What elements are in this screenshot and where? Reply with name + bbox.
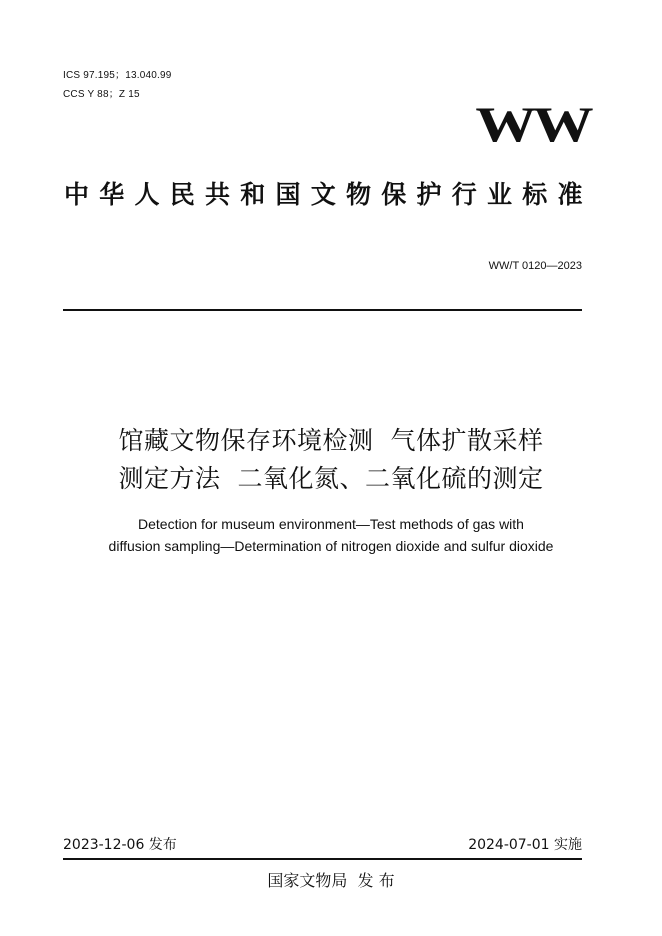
title-cn-line-1: 馆藏文物保存环境检测 气体扩散采样 <box>118 426 544 455</box>
publish-date: 2023-12-06 发布 <box>63 837 177 853</box>
title-en-line-1: Detection for museum environment—Test methods of gas with <box>138 516 524 532</box>
issuing-authority: 国家文物局 发 布 <box>267 871 395 890</box>
ics-code: ICS 97.195；13.040.99 <box>63 70 172 81</box>
implement-date: 2024-07-01 实施 <box>468 837 582 853</box>
title-cn-line-2: 测定方法 二氧化氮、二氧化硫的测定 <box>118 464 544 493</box>
title-en-line-2: diffusion sampling—Determination of nitrogen dioxide and sulfur dioxide <box>108 538 554 554</box>
bottom-divider <box>63 858 582 860</box>
standard-number: WW/T 0120—2023 <box>488 260 582 272</box>
standard-logo: WW <box>475 96 590 152</box>
standard-category: 中华人民共和国文物保护行业标准 <box>64 180 584 209</box>
ccs-code: CCS Y 88；Z 15 <box>63 89 140 100</box>
top-divider <box>63 309 582 311</box>
